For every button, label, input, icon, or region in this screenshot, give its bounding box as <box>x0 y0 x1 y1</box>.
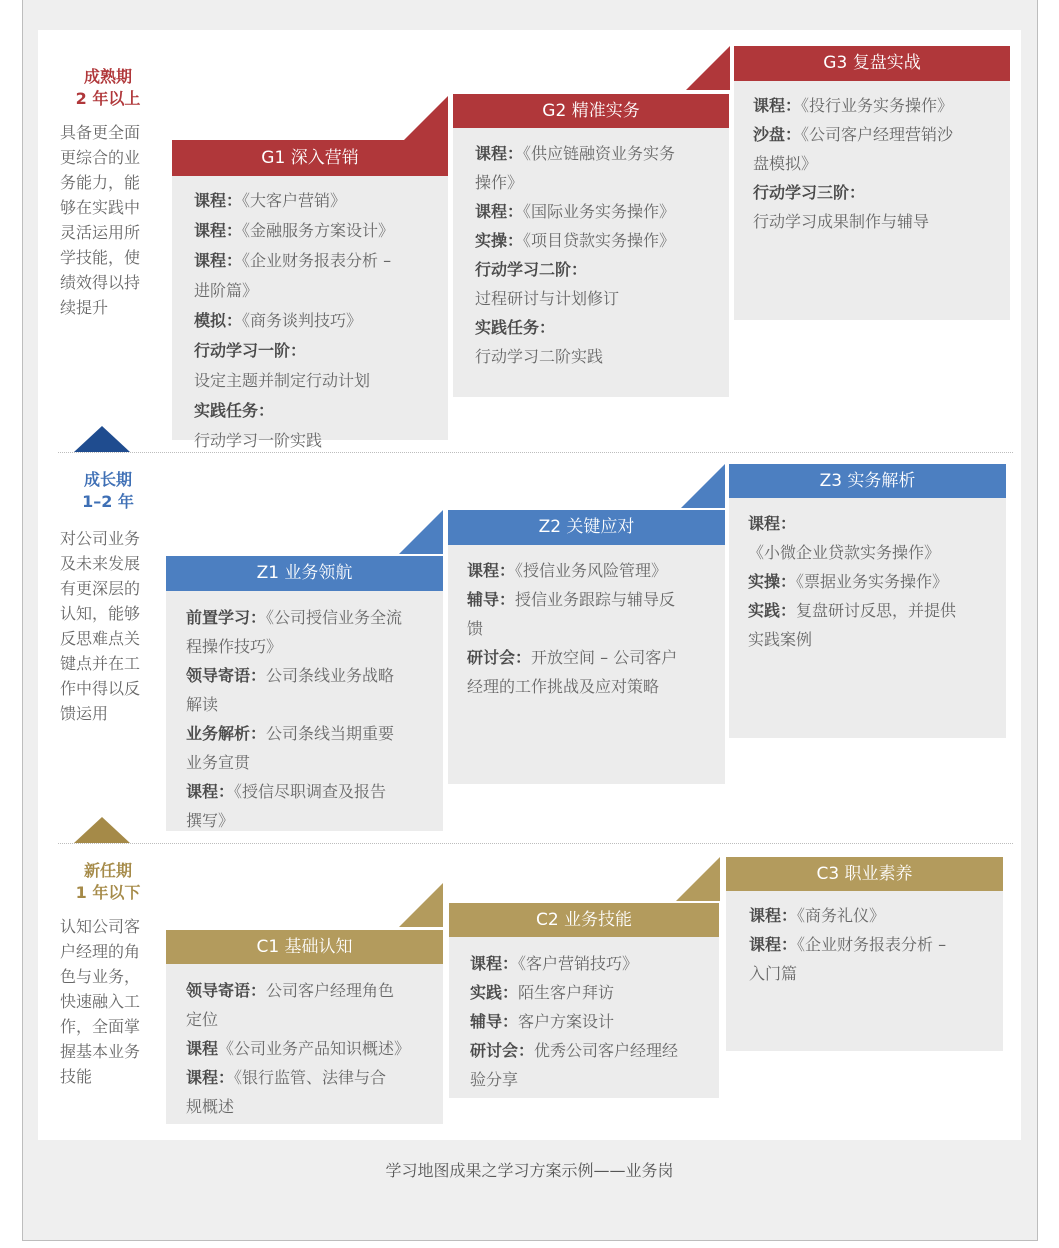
line-key: 模拟： <box>194 311 243 330</box>
stage-growth-label <box>58 469 158 513</box>
line-value: 《供应链融资业务实务 <box>523 144 676 163</box>
card-line <box>467 614 707 643</box>
figure-caption: 学习地图成果之学习方案示例——业务岗 <box>385 1161 674 1180</box>
card-line <box>753 91 992 120</box>
card-line <box>470 1065 701 1094</box>
line-value: 公司客户经理角色 <box>266 981 395 1000</box>
step-triangle <box>686 46 730 90</box>
card-line <box>753 178 992 207</box>
line-key: 课程： <box>467 561 516 580</box>
stage-name: 成熟期 <box>83 67 132 86</box>
card-line <box>748 538 988 567</box>
line-key: 辅导： <box>467 590 516 609</box>
card-line <box>194 276 430 306</box>
card-g2 <box>453 94 729 397</box>
card-body <box>166 976 443 1121</box>
card-line <box>749 930 985 959</box>
card-title: G3 复盘实战 <box>734 46 1010 81</box>
line-value: 《商务谈判技巧》 <box>242 311 363 330</box>
card-title: G1 深入营销 <box>172 140 448 176</box>
card-title: Z1 业务领航 <box>166 556 443 591</box>
card-z1 <box>166 556 443 831</box>
line-key: 课程： <box>194 221 243 240</box>
line-value: 客户方案设计 <box>518 1012 615 1031</box>
card-line <box>186 1005 425 1034</box>
card-body <box>729 509 1006 654</box>
card-z2 <box>448 510 725 784</box>
line-value: 入门篇 <box>749 964 798 983</box>
line-key: 行动学习一阶： <box>194 341 307 360</box>
line-key: 课程： <box>475 144 524 163</box>
line-key: 业务解析： <box>186 724 267 743</box>
card-line <box>467 556 707 585</box>
line-value: 复盘研讨反思，并提供 <box>796 601 957 620</box>
up-arrow-icon <box>74 426 130 452</box>
line-key: 课程 <box>186 1039 219 1058</box>
line-key: 课程： <box>753 96 802 115</box>
card-title: C2 业务技能 <box>449 903 719 937</box>
line-key: 课程： <box>748 514 797 533</box>
step-triangle <box>399 510 443 554</box>
line-value: 《授信尽职调查及报告 <box>234 782 387 801</box>
card-line <box>753 120 992 149</box>
line-key: 领导寄语： <box>186 666 267 685</box>
card-line <box>186 976 425 1005</box>
line-value: 陌生客户拜访 <box>518 983 615 1002</box>
line-value: 公司条线当期重要 <box>266 724 395 743</box>
line-value: 《银行监管、法律与合 <box>234 1068 387 1087</box>
line-value: 程操作技巧》 <box>186 637 283 656</box>
stage-description: 对公司业务及未来发展有更深层的认知，能够反思难点关键点并在工作中得以反馈运用 <box>60 529 141 723</box>
line-value: 《小微企业贷款实务操作》 <box>748 543 941 562</box>
card-line <box>467 643 707 672</box>
card-line <box>748 509 988 538</box>
stage-description: 认知公司客户经理的角色与业务，快速融入工作，全面掌握基本业务技能 <box>60 917 141 1086</box>
card-title: G2 精准实务 <box>453 94 729 128</box>
line-key: 实操： <box>748 572 797 591</box>
line-value: 进阶篇》 <box>194 281 259 300</box>
line-value: 《企业财务报表分析 – <box>797 935 947 954</box>
card-line <box>470 978 701 1007</box>
card-line <box>475 284 711 313</box>
card-line <box>470 1007 701 1036</box>
card-line <box>186 1063 425 1092</box>
stage-mature-label <box>58 66 158 110</box>
card-c2 <box>449 903 719 1098</box>
card-line <box>475 342 711 371</box>
card-title: C3 职业素养 <box>726 857 1003 891</box>
card-line <box>753 207 992 236</box>
card-line <box>194 186 430 216</box>
card-line <box>186 1034 425 1063</box>
card-line <box>186 661 425 690</box>
line-value: 《国际业务实务操作》 <box>523 202 676 221</box>
card-title: C1 基础认知 <box>166 930 443 964</box>
card-line <box>470 1036 701 1065</box>
card-line <box>194 216 430 246</box>
line-value: 《公司业务产品知识概述》 <box>218 1039 411 1058</box>
card-body <box>453 139 729 371</box>
card-line <box>186 632 425 661</box>
line-key: 课程： <box>475 202 524 221</box>
step-triangle <box>676 857 720 901</box>
line-value: 《项目贷款实务操作》 <box>523 231 676 250</box>
line-value: 撰写》 <box>186 811 235 830</box>
line-key: 前置学习： <box>186 608 267 627</box>
card-body <box>449 949 719 1094</box>
card-body <box>726 901 1003 988</box>
line-value: 经理的工作挑战及应对策略 <box>467 677 660 696</box>
line-value: 设定主题并制定行动计划 <box>194 371 371 390</box>
line-value: 《大客户营销》 <box>242 191 347 210</box>
line-value: 《客户营销技巧》 <box>518 954 639 973</box>
card-line <box>186 777 425 806</box>
card-title: Z2 关键应对 <box>448 510 725 545</box>
line-value: 实践案例 <box>748 630 813 649</box>
line-value: 《投行业务实务操作》 <box>801 96 954 115</box>
line-value: 行动学习二阶实践 <box>475 347 604 366</box>
card-line <box>749 901 985 930</box>
line-value: 《授信业务风险管理》 <box>515 561 668 580</box>
card-line <box>186 1092 425 1121</box>
line-value: 过程研讨与计划修订 <box>475 289 620 308</box>
card-line <box>748 625 988 654</box>
line-key: 实操： <box>475 231 524 250</box>
card-body <box>166 603 443 835</box>
stage-name: 新任期 <box>83 861 132 880</box>
line-key: 行动学习二阶： <box>475 260 588 279</box>
card-line <box>194 306 430 336</box>
line-key: 沙盘： <box>753 125 802 144</box>
line-key: 行动学习三阶： <box>753 183 866 202</box>
card-line <box>475 168 711 197</box>
line-value: 验分享 <box>470 1070 519 1089</box>
line-key: 辅导： <box>470 1012 519 1031</box>
line-value: 定位 <box>186 1010 219 1029</box>
up-arrow-icon <box>74 817 130 843</box>
card-line <box>475 197 711 226</box>
stage-divider <box>58 843 1013 844</box>
line-value: 公司条线业务战略 <box>266 666 395 685</box>
line-key: 领导寄语： <box>186 981 267 1000</box>
step-triangle <box>404 96 448 140</box>
line-value: 馈 <box>467 619 484 638</box>
card-line <box>748 567 988 596</box>
stage-period: 1–2 年 <box>82 492 134 511</box>
card-line <box>194 396 430 426</box>
stage-description: 具备更全面更综合的业务能力，能够在实践中灵活运用所学技能，使绩效得以持续提升 <box>60 123 141 317</box>
line-value: 《商务礼仪》 <box>797 906 886 925</box>
line-value: 业务宣贯 <box>186 753 251 772</box>
card-c1 <box>166 930 443 1124</box>
card-c3 <box>726 857 1003 1051</box>
line-key: 研讨会： <box>470 1041 535 1060</box>
card-g3 <box>734 46 1010 320</box>
card-line <box>748 596 988 625</box>
line-key: 课程： <box>186 1068 235 1087</box>
card-body <box>734 91 1010 236</box>
card-body <box>448 556 725 701</box>
step-triangle <box>681 464 725 508</box>
line-value: 解读 <box>186 695 219 714</box>
line-key: 课程： <box>186 782 235 801</box>
stage-name: 成长期 <box>83 470 132 489</box>
card-line <box>194 336 430 366</box>
card-line <box>186 690 425 719</box>
card-line <box>186 748 425 777</box>
line-value: 规概述 <box>186 1097 235 1116</box>
line-key: 实践： <box>748 601 797 620</box>
stage-new-label <box>58 860 158 904</box>
card-line <box>186 806 425 835</box>
line-key: 课程： <box>749 906 798 925</box>
card-line <box>749 959 985 988</box>
card-line <box>475 313 711 342</box>
card-line <box>194 246 430 276</box>
line-value: 授信业务跟踪与辅导反 <box>515 590 676 609</box>
line-key: 课程： <box>194 251 243 270</box>
line-value: 《票据业务实务操作》 <box>796 572 949 591</box>
line-value: 优秀公司客户经理经 <box>534 1041 679 1060</box>
card-z3 <box>729 464 1006 738</box>
line-value: 《公司客户经理营销沙 <box>801 125 954 144</box>
card-line <box>467 585 707 614</box>
card-line <box>186 719 425 748</box>
line-key: 实践任务： <box>194 401 275 420</box>
line-key: 研讨会： <box>467 648 532 667</box>
card-line <box>194 366 430 396</box>
line-value: 开放空间 – 公司客户 <box>531 648 678 667</box>
line-value: 盘模拟》 <box>753 154 818 173</box>
card-title: Z3 实务解析 <box>729 464 1006 498</box>
line-key: 实践： <box>470 983 519 1002</box>
line-key: 课程： <box>470 954 519 973</box>
line-key: 实践任务： <box>475 318 556 337</box>
line-key: 课程： <box>194 191 243 210</box>
line-value: 《企业财务报表分析 – <box>242 251 392 270</box>
stage-period: 2 年以上 <box>75 89 141 108</box>
card-line <box>753 149 992 178</box>
stage-period: 1 年以下 <box>75 883 141 902</box>
line-value: 《金融服务方案设计》 <box>242 221 395 240</box>
line-key: 课程： <box>749 935 798 954</box>
card-line <box>470 949 701 978</box>
card-line <box>467 672 707 701</box>
line-value: 《公司授信业务全流 <box>266 608 403 627</box>
line-value: 行动学习一阶实践 <box>194 431 323 450</box>
card-g1 <box>172 140 448 450</box>
card-line <box>194 426 430 456</box>
step-triangle <box>399 883 443 927</box>
card-line <box>186 603 425 632</box>
line-value: 操作》 <box>475 173 524 192</box>
card-body <box>172 186 448 456</box>
card-line <box>475 255 711 284</box>
card-line <box>475 139 711 168</box>
line-value: 行动学习成果制作与辅导 <box>753 212 930 231</box>
card-line <box>475 226 711 255</box>
